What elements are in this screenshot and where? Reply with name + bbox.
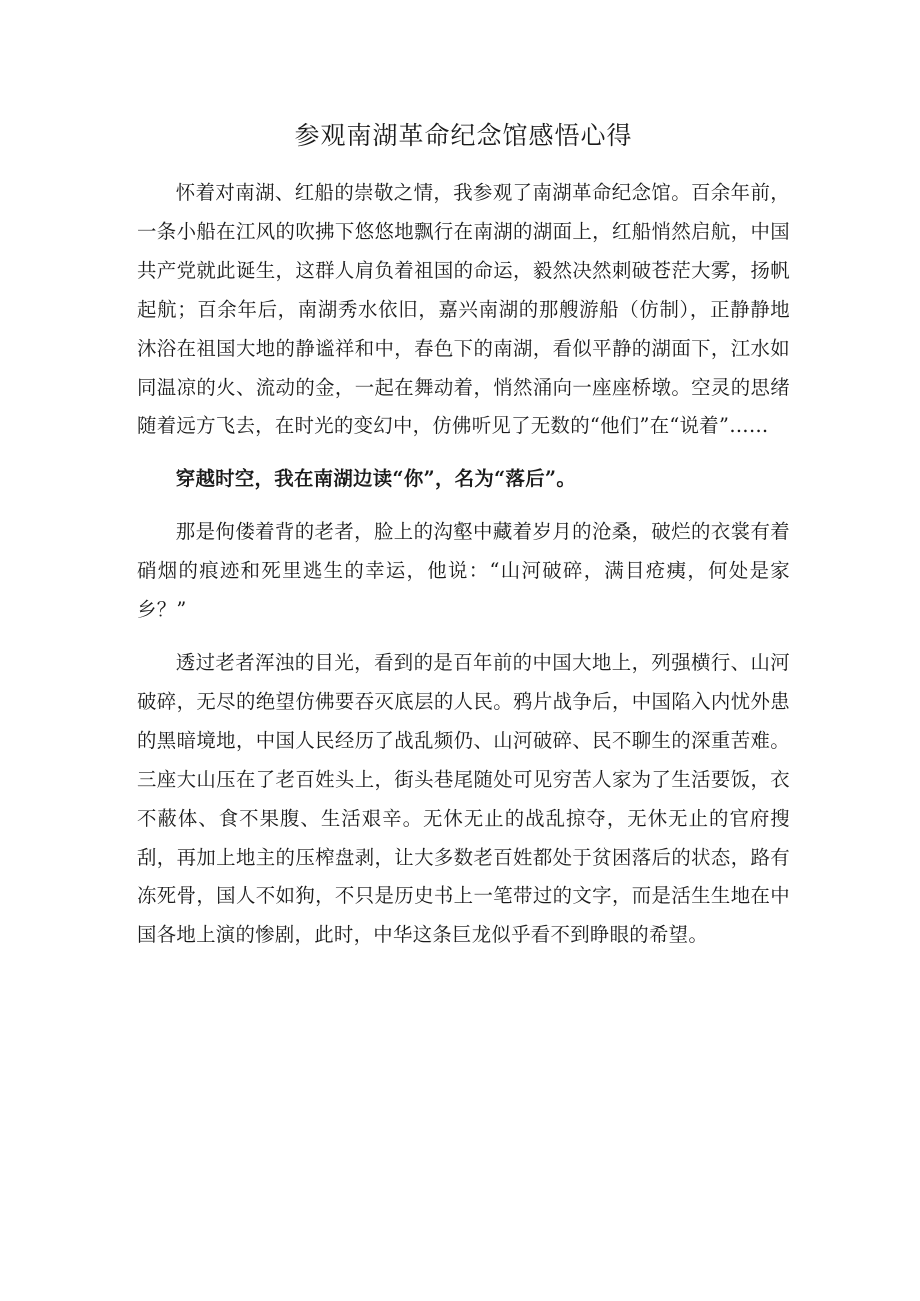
paragraph-intro: 怀着对南湖、红船的崇敬之情，我参观了南湖革命纪念馆。百余年前，一条小船在江风的吹拂下悠悠地飘行在南湖的湖面上，红船悄然启航，中国共产党就此诞生，这群人肩负着祖国的命运，毅然决然刺破苍茫大雾，扬帆起航；百余年后，南湖秀水依旧，嘉兴南湖的那艘游船（仿制），正静静地沐浴在祖国大地的静谧祥和中，春色下的南湖，看似平静的湖面下，江水如同温凉的火、流动的金，一起在舞动着，悄然涌向一座座桥墩。空灵的思绪随着远方飞去，在时光的变幻中，仿佛听见了无数的“他们”在“说着”…… — [137, 181, 790, 438]
paragraph-history: 透过老者浑浊的目光，看到的是百年前的中国大地上，列强横行、山河破碎，无尽的绝望仿佛要吞灭底层的人民。鸦片战争后，中国陷入内忧外患的黑暗境地，中国人民经历了战乱频仍、山河破碎、民不聊生的深重苦难。三座大山压在了老百姓头上，街头巷尾随处可见穷苦人家为了生活要饭，衣不蔽体、食不果腹、生活艰辛。无休无止的战乱掠夺，无休无止的官府搜刮，再加上地主的压榨盘剥，让大多数老百姓都处于贫困落后的状态，路有冻死骨，国人不如狗，不只是历史书上一笔带过的文字，而是活生生地在中国各地上演的惨剧，此时，中华这条巨龙似乎看不到睁眼的希望。 — [137, 650, 790, 947]
section-heading: 穿越时空，我在南湖边读“你”，名为“落后”。 — [175, 467, 577, 491]
paragraph-elder: 那是佝偻着背的老者，脸上的沟壑中藏着岁月的沧桑，破烂的衣裳有着硝烟的痕迹和死里逃生的幸运，他说：“山河破碎，满目疮痍，何处是家乡？” — [137, 520, 790, 622]
document-title: 参观南湖革命纪念馆感悟心得 — [294, 121, 633, 150]
document-body — [137, 118, 790, 955]
